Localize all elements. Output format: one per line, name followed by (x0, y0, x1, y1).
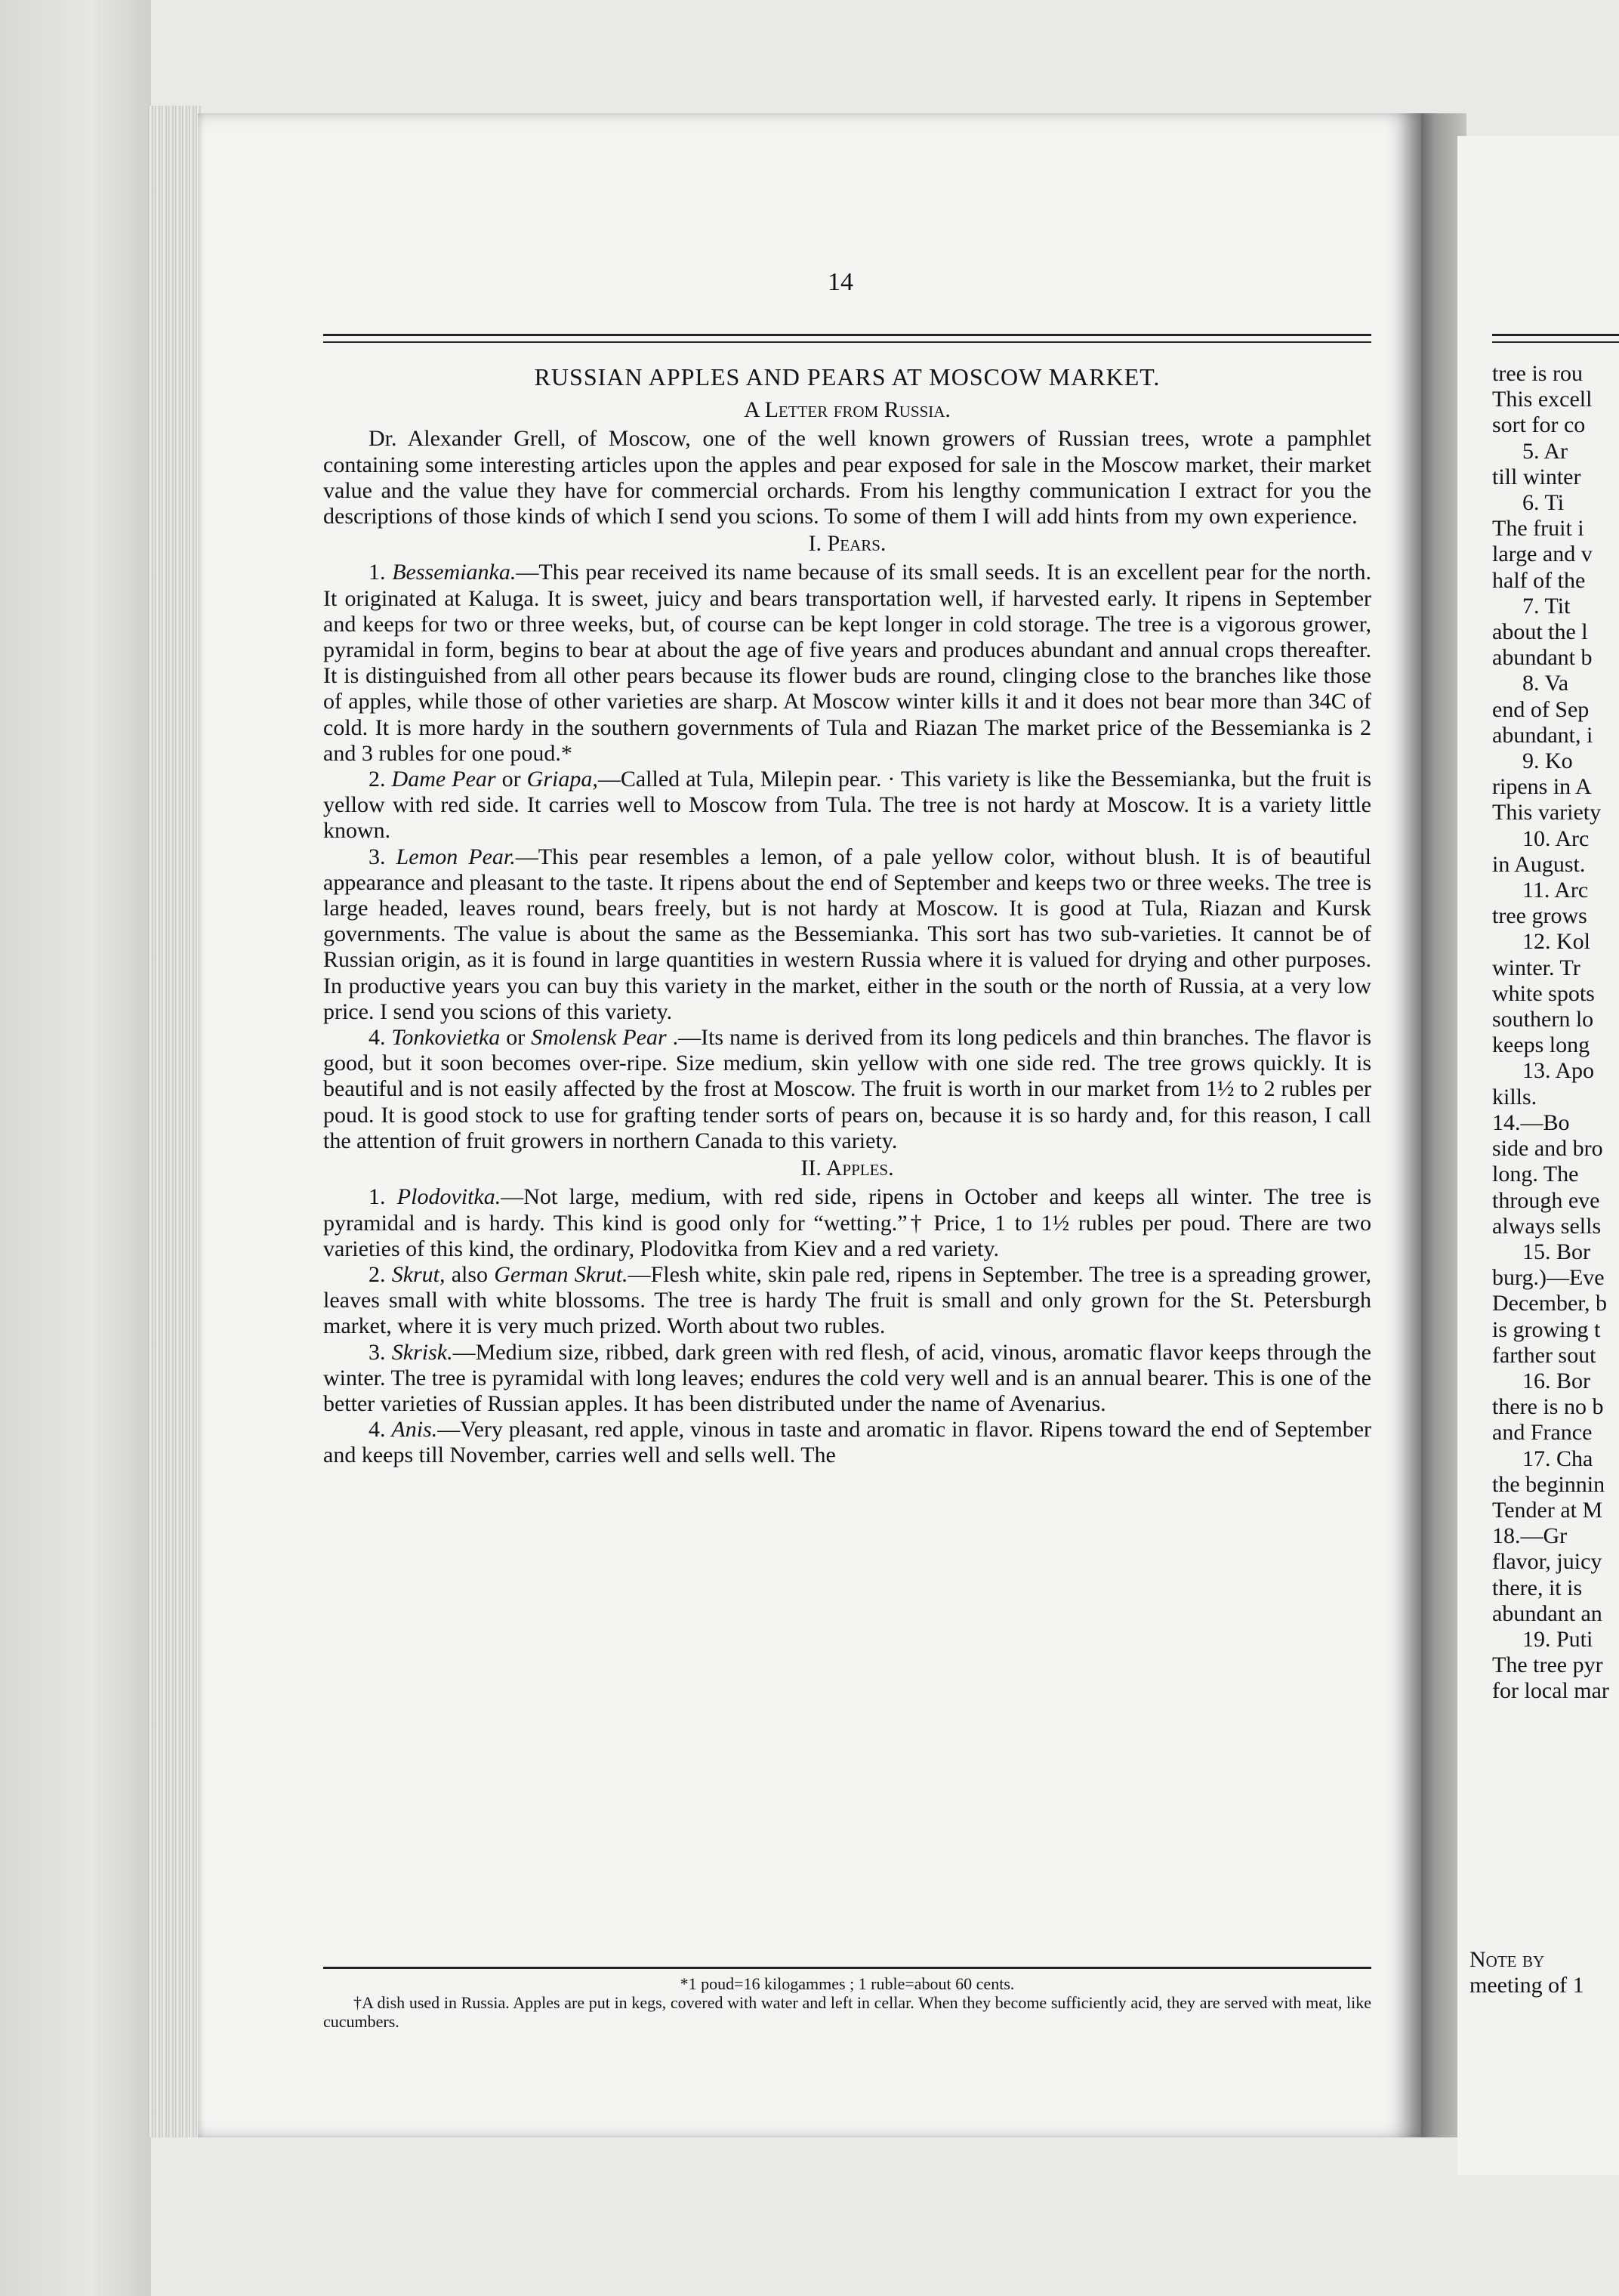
right-page-line: 11. Arc (1522, 878, 1589, 903)
pear-entry (323, 844, 1371, 1025)
entry-number: 1. (369, 560, 386, 585)
entry-number: 1. (369, 1184, 386, 1210)
entry-text: —This pear resembles a lemon, of a pale yellow color, without blush. It is of beautiful appearance and pleasant to the taste. It ripens about the end of September and keeps two or three weeks. The tree is large headed, leaves round, bears freely, but is not hardy at Moscow. It is good at Tula, Riazan and Kursk governments. The value is about the same as the Bessemianka. This sort has two sub-varieties. It cannot be of Russian origin, as it is found in large quantities in western Russia where it is valued for drying and other purposes. In productive years you can buy this variety in the market, either in the south or the north of Russia, at a very low price. I send you scions of this variety. (323, 844, 1371, 1024)
name-connector: also (445, 1261, 495, 1287)
right-page-line: tree grows (1492, 903, 1587, 929)
right-page-line: The tree pyr (1492, 1653, 1603, 1678)
right-page-line: for local mar (1492, 1678, 1609, 1704)
scan-background (0, 0, 151, 2296)
right-page-line: half of the (1492, 567, 1586, 593)
entry-text: —Not large, medium, with red side, ripens in October and keeps all winter. The tree is pyramidal and is hardy. This kind is good only for “wetting.”† Price, 1 to 1½ rubles per poud. There are two varieties of this kind, the ordinary, Plodovitka from Kiev and a red variety. (323, 1184, 1371, 1261)
pear-entry (323, 560, 1371, 767)
book-spine (148, 106, 201, 2137)
right-page-note (1469, 1947, 1619, 1998)
entry-text: —Very pleasant, red apple, vinous in taste and aromatic in flavor. Ripens toward the end of September and keeps till November, carries well and sells well. The (323, 1417, 1371, 1468)
footnote-poud: *1 poud=16 kilogammes ; 1 ruble=about 60 cents. (680, 1974, 1015, 1993)
right-page-line: about the l (1492, 619, 1588, 645)
right-page-line: abundant an (1492, 1600, 1602, 1626)
right-page-line: The fruit i (1492, 516, 1584, 542)
variety-alt-name: German Skrut. (494, 1261, 628, 1287)
variety-name: Anis. (391, 1417, 438, 1443)
right-page-line: 5. Ar (1522, 438, 1568, 464)
right-page-line: 18.—Gr (1492, 1523, 1568, 1549)
right-page-line: 15. Bor (1522, 1239, 1590, 1264)
right-page-line: 14.—Bo (1492, 1109, 1570, 1135)
right-page-line: tree is rou (1492, 361, 1583, 386)
article-title: RUSSIAN APPLES AND PEARS AT MOSCOW MARKET. (534, 364, 1161, 390)
right-page-line: is growing t (1492, 1316, 1601, 1342)
right-page-line: keeps long (1492, 1032, 1590, 1058)
right-page-line: burg.)—Eve (1492, 1265, 1605, 1291)
entry-number: 4. (369, 1025, 386, 1051)
right-note-line: Note by (1469, 1947, 1545, 1972)
right-page-line: 6. Ti (1522, 490, 1565, 516)
right-page-line: 16. Bor (1522, 1368, 1590, 1393)
entry-text: .—Its name is derived from its long pedicels and thin branches. The flavor is good, but it soon becomes over-ripe. Size medium, skin yellow with one side red. The tree grows quickly. It is beautiful and is not easily affected by the frost at Moscow. The fruit is worth in our market from 1½ to 2 rubles per poud. It is good stock to use for grafting tender sorts of pears on, because it is so hardy and, for this reason, I call the attention of fruit growers in northern Canada to this variety. (323, 1025, 1371, 1153)
article-subtitle: A Letter from Russia. (744, 397, 951, 423)
name-connector: or (500, 1025, 532, 1051)
right-header-rule-thin (1492, 341, 1619, 343)
entry-number: 2. (369, 767, 386, 792)
footnote-rule (323, 1967, 1371, 1969)
intro-paragraph: Dr. Alexander Grell, of Moscow, one of the well known growers of Russian trees, wrote a pamphlet containing some interesting articles upon the apples and pear exposed for sale in the Moscow market, their market value and the value they have for commercial orchards. From his lengthy communication I extract for you the descriptions of those kinds of which I send you scions. To some of them I will add hints from my own experience. (323, 426, 1371, 529)
apple-entry (323, 1340, 1371, 1418)
right-page-line: 13. Apo (1522, 1058, 1595, 1084)
right-page-line: 9. Ko (1522, 748, 1573, 774)
right-page-line: farther sout (1492, 1342, 1596, 1368)
header-rule-thin (323, 341, 1371, 343)
right-page-line: there is no b (1492, 1394, 1604, 1420)
right-page-line: 8. Va (1522, 671, 1569, 696)
pear-entry (323, 1025, 1371, 1154)
variety-name: Dame Pear (391, 767, 496, 792)
entry-number: 3. (369, 844, 386, 869)
right-page-line: 10. Arc (1522, 826, 1590, 851)
right-page-line: long. The (1492, 1162, 1579, 1187)
variety-name: Plodovitka. (396, 1184, 501, 1210)
article-body (323, 364, 1371, 1844)
footnotes (323, 1974, 1371, 2031)
section-heading-apples: II. Apples. (800, 1156, 894, 1181)
right-page-line: large and v (1492, 542, 1593, 567)
right-page-line: This excell (1492, 387, 1593, 412)
right-page-line: December, b (1492, 1291, 1608, 1316)
right-page-line: sort for co (1492, 412, 1586, 438)
right-page-line: southern lo (1492, 1007, 1594, 1032)
right-page-line: in August. (1492, 851, 1586, 877)
apple-entry (323, 1184, 1371, 1262)
right-page-line: abundant b (1492, 645, 1593, 671)
right-page-line: ripens in A (1492, 774, 1592, 800)
right-note-line: meeting of 1 (1469, 1973, 1584, 1998)
right-page-line: till winter (1492, 464, 1581, 489)
right-page-line: and France (1492, 1420, 1593, 1446)
variety-name: Skrisk. (391, 1339, 453, 1365)
footnote-wetting: †A dish used in Russia. Apples are put in kegs, covered with water and left in cellar. When they become sufficiently acid, they are served with meat, like cucumbers. (323, 1993, 1371, 2031)
entry-number: 4. (369, 1417, 386, 1443)
right-page-line: end of Sep (1492, 696, 1590, 722)
right-header-rule (1492, 334, 1619, 336)
right-page-line: white spots (1492, 980, 1595, 1006)
right-page-line: side and bro (1492, 1136, 1603, 1162)
right-page-line: Tender at M (1492, 1497, 1603, 1523)
variety-name: Tonkovietka (391, 1025, 501, 1051)
variety-alt-name: Smolensk Pear (531, 1025, 667, 1051)
right-page-line: winter. Tr (1492, 955, 1580, 980)
entry-text: —This pear received its name because of its small seeds. It is an excellent pear for the north. It originated at Kaluga. It is sweet, juicy and bears transportation well, if harvested early. It ripens in September and keeps for two or three weeks, but, of course can be kept longer in cold storage. The tree is a vigorous grower, pyramidal in form, begins to bear at about the age of five years and produces abundant and annual crops thereafter. It is distinguished from all other pears because its flower buds are round, clinging close to the branches like those of apples, while those of other varieties are sharp. At Moscow winter kills it and it does not bear more than 34C of cold. It is more hardy in the southern governments of Tula and Riazan The market price of the Bessemianka is 2 and 3 rubles for one poud.* (323, 560, 1371, 766)
right-page-line: always sells (1492, 1213, 1602, 1239)
right-page-line: flavor, juicy (1492, 1549, 1602, 1575)
variety-alt-name: Griapa, (526, 767, 598, 792)
variety-name: Lemon Pear. (396, 844, 516, 869)
name-connector: or (495, 767, 527, 792)
header-rule (323, 334, 1371, 336)
right-page-line: there, it is (1492, 1575, 1583, 1600)
apple-entry (323, 1262, 1371, 1340)
page-number: 14 (828, 268, 853, 296)
variety-name: Bessemianka. (392, 560, 517, 585)
pear-entry (323, 767, 1371, 844)
right-page-text (1492, 361, 1619, 1705)
entry-text: —Called at Tula, Milepin pear. · This variety is like the Bessemianka, but the fruit is yellow with red side. It carries well to Moscow from Tula. The tree is not hardy at Moscow. It is a variety little known. (323, 767, 1371, 844)
right-page-line: abundant, i (1492, 722, 1593, 748)
apple-entry (323, 1417, 1371, 1468)
right-page-line: kills. (1492, 1084, 1537, 1109)
right-page-line: 7. Tit (1522, 593, 1571, 619)
right-page-line: 19. Puti (1522, 1626, 1593, 1652)
right-page-line: 17. Cha (1522, 1446, 1593, 1471)
entry-text: —Medium size, ribbed, dark green with red flesh, of acid, vinous, aromatic flavor keeps through the winter. The tree is pyramidal with long leaves; endures the cold very well and is an annual bearer. This is one of the better varieties of Russian apples. It has been distributed under the name of Avenarius. (323, 1339, 1371, 1416)
right-page-line: 12. Kol (1522, 929, 1590, 955)
right-page-line: the beginnin (1492, 1471, 1605, 1497)
entry-number: 2. (369, 1261, 386, 1287)
entry-text: —Flesh white, skin pale red, ripens in September. The tree is a spreading grower, leaves small with white blossoms. The tree is hardy The fruit is small and only grown for the St. Petersburgh market, where it is very much prized. Worth about two rubles. (323, 1261, 1371, 1339)
variety-name: Skrut, (391, 1261, 446, 1287)
entry-number: 3. (369, 1339, 386, 1365)
right-page-line: through eve (1492, 1187, 1600, 1213)
right-page-line: This variety (1492, 800, 1602, 826)
section-heading-pears: I. Pears. (808, 531, 887, 557)
